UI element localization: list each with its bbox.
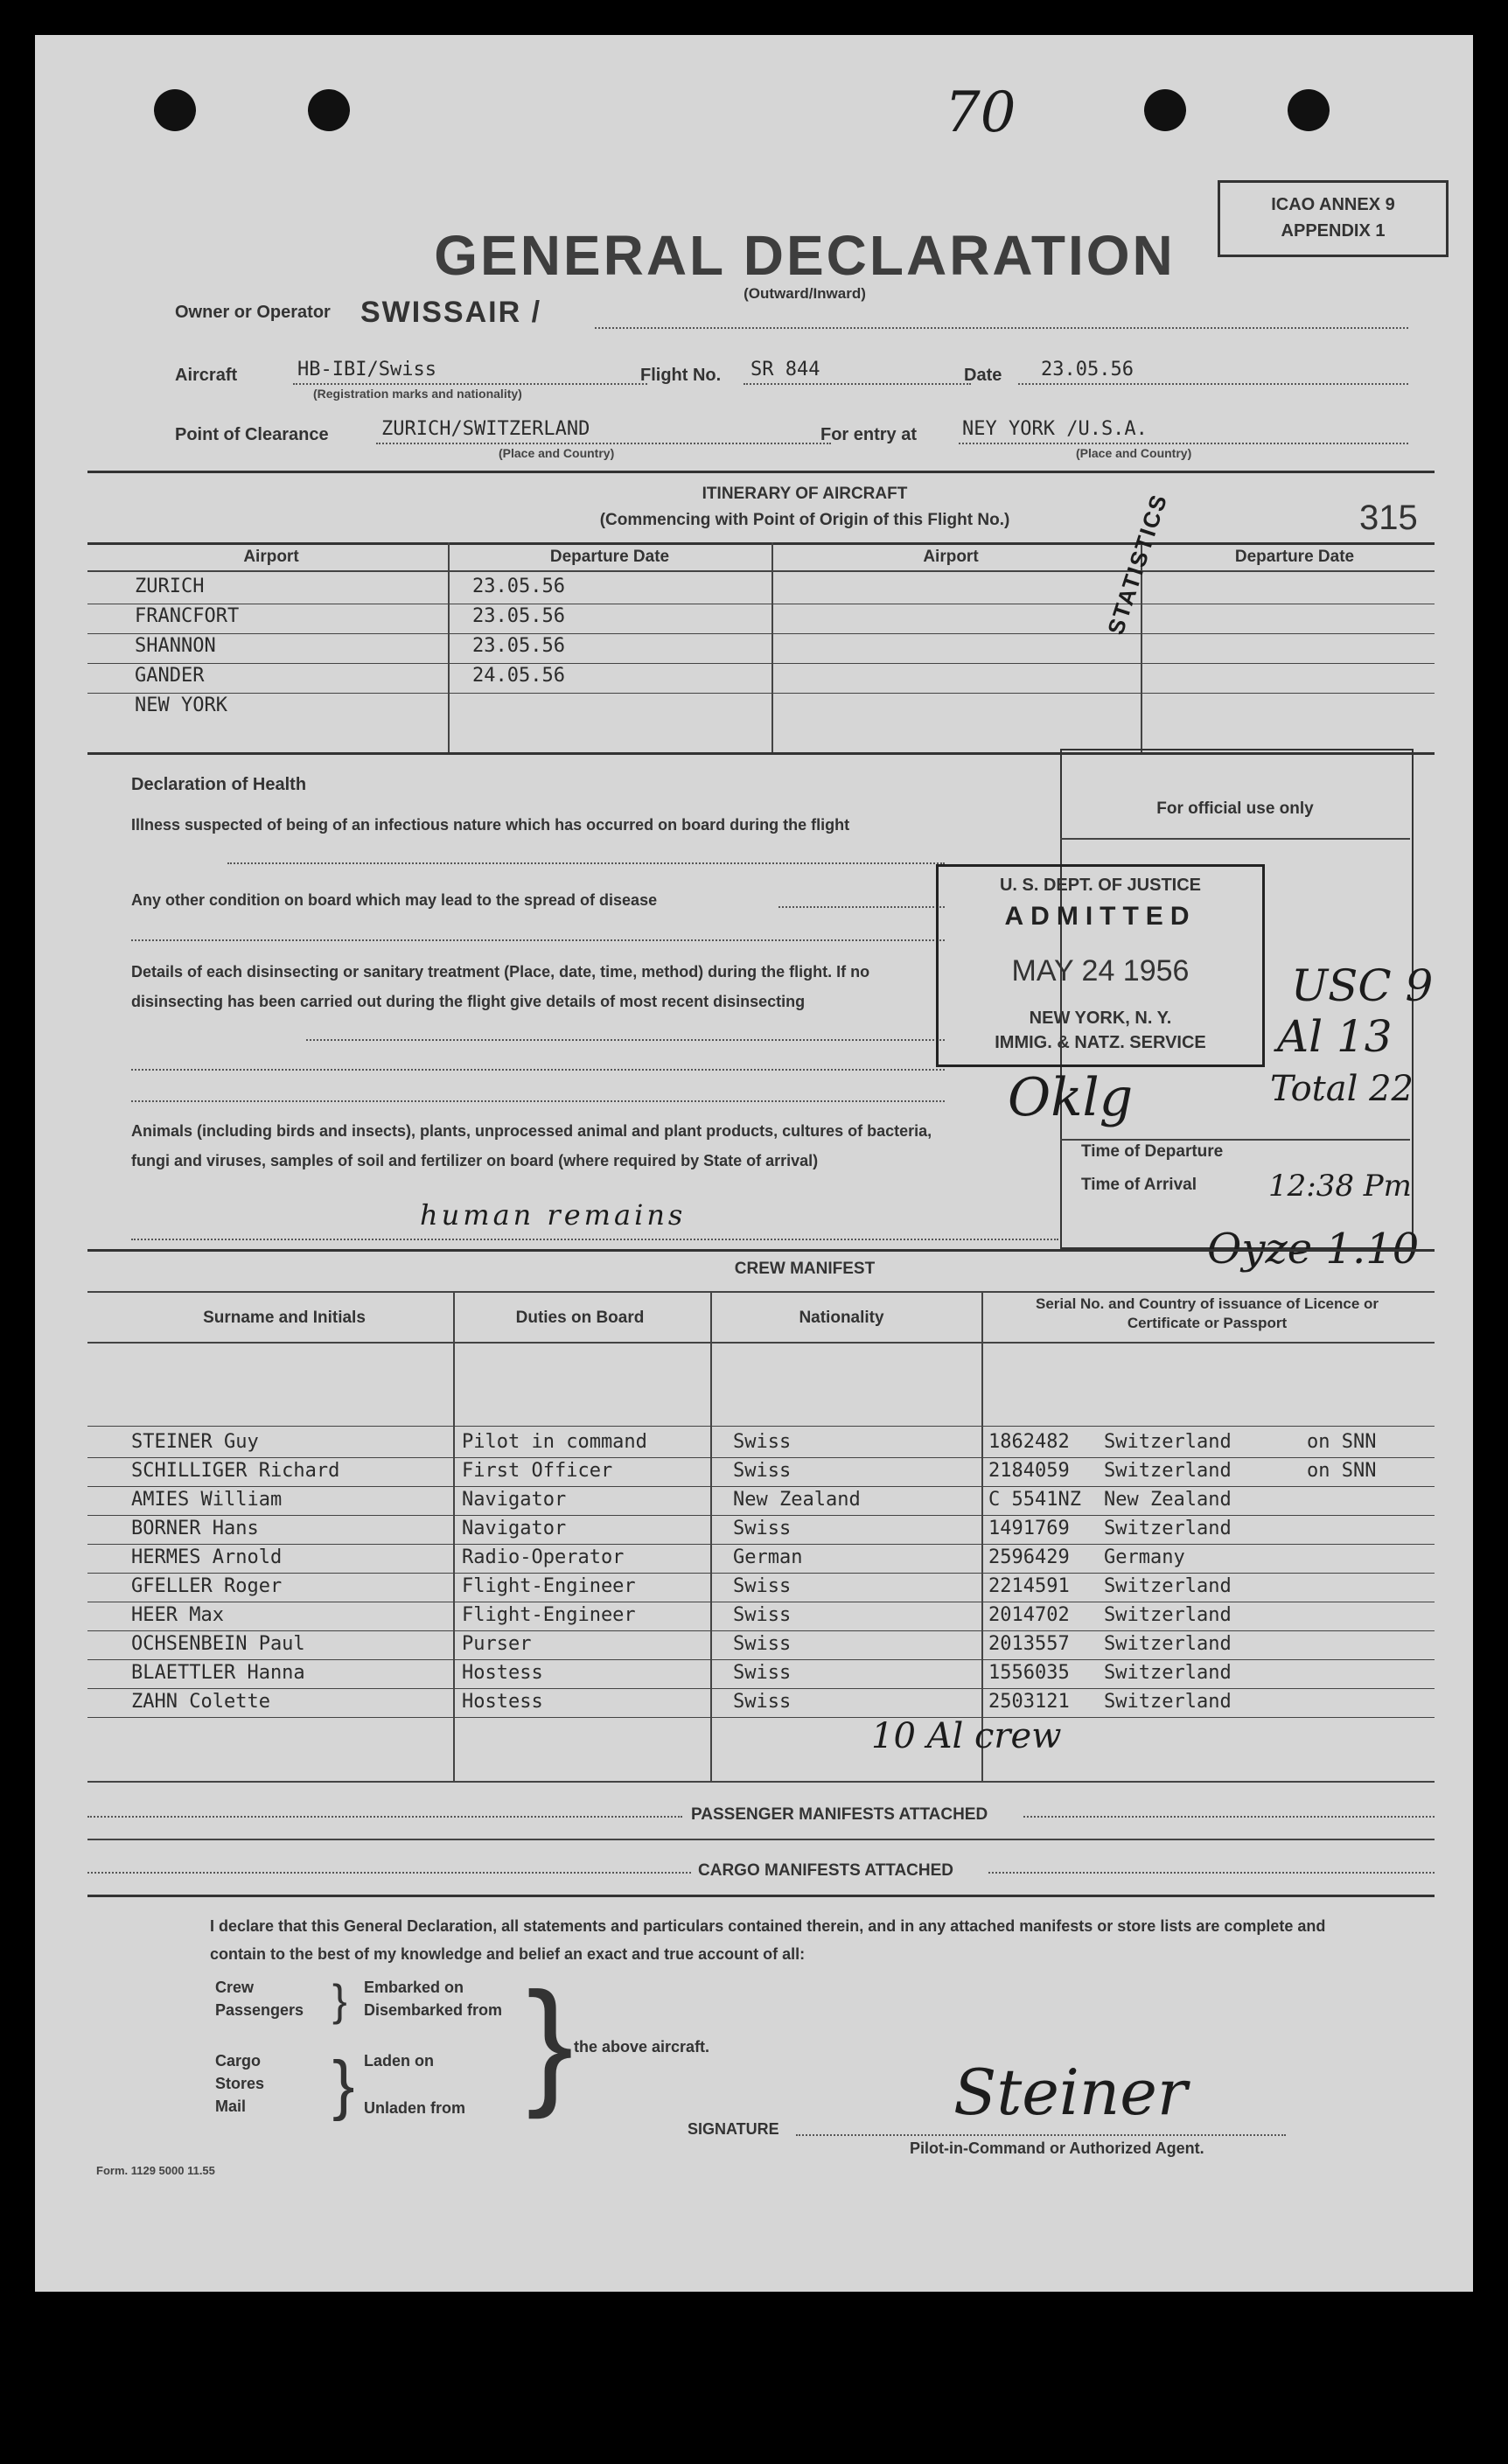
itinerary-top <box>87 542 1435 545</box>
stamp-line4: NEW YORK, N. Y. <box>1029 1009 1172 1028</box>
punch-hole <box>308 89 350 131</box>
document-title: GENERAL DECLARATION <box>434 224 1176 287</box>
cargo-line-left <box>87 1872 691 1874</box>
note-al: Al 13 <box>1277 1011 1393 1062</box>
signature-line <box>796 2134 1286 2136</box>
itinerary-row-line <box>87 693 1435 694</box>
stamp-line2: ADMITTED <box>1004 902 1197 931</box>
note-usc: USC 9 <box>1291 960 1434 1011</box>
decl-above: the above aircraft. <box>574 2038 710 2056</box>
crew-row <box>35 1633 1473 1661</box>
clearance-note: (Place and Country) <box>499 446 615 460</box>
crew-duty: Navigator <box>462 1489 567 1511</box>
crew-name: HERMES Arnold <box>131 1546 283 1568</box>
itinerary-airport: ZURICH <box>135 576 205 597</box>
crew-header-bottom <box>87 1342 1435 1344</box>
crew-nationality: Swiss <box>733 1575 792 1597</box>
crew-serial: 1862482 <box>988 1431 1070 1453</box>
entry-line <box>959 443 1408 444</box>
health-q4-answer: human remains <box>420 1198 687 1232</box>
crew-row-line <box>87 1688 1435 1689</box>
crew-duty: Purser <box>462 1633 532 1655</box>
annex-box <box>1218 180 1449 257</box>
itinerary-header-airport-2: Airport <box>923 548 979 566</box>
signature-label: SIGNATURE <box>688 2120 779 2138</box>
cargo-manifests: CARGO MANIFESTS ATTACHED <box>698 1861 954 1880</box>
date-value: 23.05.56 <box>1041 359 1134 380</box>
itinerary-date: 23.05.56 <box>472 605 565 627</box>
crew-serial: 2214591 <box>988 1575 1070 1597</box>
crew-row <box>35 1431 1473 1459</box>
itinerary-row <box>35 665 1473 693</box>
crew-serial: 1556035 <box>988 1662 1070 1684</box>
itinerary-date: 23.05.56 <box>472 576 565 597</box>
itinerary-airport: FRANCFORT <box>135 605 240 627</box>
crew-name: STEINER Guy <box>131 1431 259 1453</box>
crew-country: New Zealand <box>1104 1489 1232 1511</box>
crew-row-line <box>87 1659 1435 1660</box>
decl-crew: Crew <box>215 1979 255 1996</box>
health-q3-line <box>131 1069 945 1071</box>
crew-name: OCHSENBEIN Paul <box>131 1633 305 1655</box>
crew-country: Switzerland <box>1104 1662 1232 1684</box>
crew-country: Switzerland <box>1104 1431 1232 1453</box>
crew-nationality: Swiss <box>733 1662 792 1684</box>
brace-big: } <box>527 1963 574 2119</box>
passenger-line-left <box>87 1816 682 1818</box>
crew-duty: First Officer <box>462 1460 613 1482</box>
official-initials: Oklg <box>1008 1067 1134 1128</box>
entry-label: For entry at <box>820 425 918 444</box>
crew-nationality: Swiss <box>733 1604 792 1626</box>
crew-name: AMIES William <box>131 1489 283 1511</box>
health-q1: Illness suspected of being of an infectious nature which has occurred on board during the flight <box>131 816 850 834</box>
itinerary-airport: GANDER <box>135 665 205 687</box>
crew-duty: Pilot in command <box>462 1431 647 1453</box>
flight-label: Flight No. <box>640 366 722 385</box>
stamp-line3: MAY 24 1956 <box>1011 954 1190 988</box>
crew-duty: Radio-Operator <box>462 1546 625 1568</box>
decl-passengers: Passengers <box>215 2001 304 2019</box>
health-q3-line <box>131 1100 945 1102</box>
itinerary-row <box>35 576 1473 604</box>
crew-row-line <box>87 1573 1435 1574</box>
crew-serial: 1491769 <box>988 1518 1070 1539</box>
document-page <box>35 35 1473 2292</box>
itinerary-header-date-2: Departure Date <box>1234 548 1355 566</box>
crew-country: Switzerland <box>1104 1575 1232 1597</box>
official-use-title: For official use only <box>1156 799 1314 818</box>
crew-header-nationality: Nationality <box>799 1309 884 1327</box>
health-q2-line <box>778 906 945 908</box>
crew-row-line <box>87 1630 1435 1631</box>
owner-label: Owner or Operator <box>175 303 331 322</box>
page-number: 70 <box>945 80 1016 145</box>
stamp-line5: IMMIG. & NATZ. SERVICE <box>995 1033 1206 1052</box>
itinerary-subtitle: (Commencing with Point of Origin of this Flight No.) <box>599 511 1010 529</box>
crew-row <box>35 1546 1473 1574</box>
punch-hole <box>1144 89 1186 131</box>
aircraft-note: (Registration marks and nationality) <box>313 387 522 401</box>
annex-line1: ICAO ANNEX 9 <box>1271 195 1395 214</box>
aircraft-label: Aircraft <box>175 366 238 385</box>
note-total: Total 22 <box>1270 1069 1414 1109</box>
crew-nationality: Swiss <box>733 1633 792 1655</box>
stamp-line1: U. S. DEPT. OF JUSTICE <box>999 876 1202 895</box>
crew-country: Switzerland <box>1104 1691 1232 1713</box>
crew-row-line <box>87 1457 1435 1458</box>
crew-serial: 2013557 <box>988 1633 1070 1655</box>
decl-cargo: Cargo <box>215 2052 262 2070</box>
decl-mail: Mail <box>215 2098 247 2115</box>
health-heading: Declaration of Health <box>131 775 307 794</box>
form-number: Form. 1129 5000 11.55 <box>96 2164 215 2177</box>
crew-bottom <box>87 1781 1435 1783</box>
health-q2: Any other condition on board which may lead to the spread of disease <box>131 891 658 909</box>
crew-name: ZAHN Colette <box>131 1691 270 1713</box>
itinerary-header-date-1: Departure Date <box>549 548 670 566</box>
flight-line <box>744 383 971 385</box>
crew-row-line <box>87 1486 1435 1487</box>
aircraft-value: HB-IBI/Swiss <box>297 359 436 380</box>
crew-serial: 2184059 <box>988 1460 1070 1482</box>
itinerary-row-line <box>87 633 1435 634</box>
note-oyze: Oyze 1.10 <box>1207 1225 1420 1274</box>
crew-country: Switzerland <box>1104 1633 1232 1655</box>
decl-laden: Laden on <box>364 2052 434 2070</box>
crew-name: BORNER Hans <box>131 1518 259 1539</box>
crew-nationality: Swiss <box>733 1691 792 1713</box>
crew-row <box>35 1489 1473 1517</box>
declaration-text: I declare that this General Declaration, all statements and particulars contained therein, and in any attached manifests or store lists are complete and contain to the best of my knowledge and belief an exact and true account of all: <box>210 1917 1326 1963</box>
crew-country: Switzerland <box>1104 1460 1232 1482</box>
punch-hole <box>154 89 196 131</box>
manifest-bottom <box>87 1895 1435 1897</box>
entry-note: (Place and Country) <box>1076 446 1192 460</box>
itinerary-date: 24.05.56 <box>472 665 565 687</box>
crew-duty: Flight-Engineer <box>462 1604 636 1626</box>
crew-name: BLAETTLER Hanna <box>131 1662 305 1684</box>
decl-disembarked: Disembarked from <box>364 2001 503 2019</box>
health-q3-line <box>306 1039 945 1041</box>
itinerary-row <box>35 695 1473 722</box>
punch-hole <box>1288 89 1330 131</box>
decl-embarked: Embarked on <box>364 1979 464 1996</box>
crew-row <box>35 1662 1473 1690</box>
itinerary-date: 23.05.56 <box>472 635 565 657</box>
crew-nationality: Swiss <box>733 1518 792 1539</box>
crew-header-top <box>87 1291 1435 1293</box>
crew-row <box>35 1518 1473 1546</box>
crew-row-line <box>87 1515 1435 1516</box>
statistics-stamp: STATISTICS <box>1102 490 1173 639</box>
crew-serial: 2014702 <box>988 1604 1070 1626</box>
owner-line <box>595 327 1408 329</box>
arrival-value: 12:38 Pm <box>1268 1169 1412 1204</box>
crew-serial: C 5541NZ <box>988 1489 1081 1511</box>
crew-header-serial: Serial No. and Country of issuance of Licence or Certificate or Passport <box>1035 1295 1379 1331</box>
itinerary-airport: NEW YORK <box>135 695 227 716</box>
brace: } <box>332 2048 355 2122</box>
crew-duty: Flight-Engineer <box>462 1575 636 1597</box>
crew-country: Switzerland <box>1104 1518 1232 1539</box>
official-use-line <box>1060 838 1410 840</box>
itinerary-header-airport-1: Airport <box>243 548 299 566</box>
crew-serial: 2596429 <box>988 1546 1070 1568</box>
clearance-line <box>376 443 831 444</box>
decl-stores: Stores <box>215 2075 265 2092</box>
itinerary-row <box>35 635 1473 663</box>
itinerary-airport: SHANNON <box>135 635 216 657</box>
flight-value: SR 844 <box>751 359 820 380</box>
itinerary-row-line <box>87 663 1435 664</box>
entry-value: NEY YORK /U.S.A. <box>962 418 1148 440</box>
crew-top <box>87 1249 1435 1252</box>
health-q4: Animals (including birds and insects), plants, unprocessed animal and plant products, cultures of bacteria, fungi and viruses, samples of soil and fertilizer on board (where required by State of arrival) <box>131 1122 932 1169</box>
health-q3: Details of each disinsecting or sanitary treatment (Place, date, time, method) during the flight. If no disinsecting has been carried out during the flight give details of most recent disinsecting <box>131 963 870 1010</box>
brace: } <box>332 1976 347 2025</box>
document-subtitle: (Outward/Inward) <box>744 285 866 302</box>
crew-note: on SNN <box>1307 1460 1377 1482</box>
crew-nationality: New Zealand <box>733 1489 861 1511</box>
crew-duty: Navigator <box>462 1518 567 1539</box>
health-q1-line <box>227 862 945 864</box>
crew-serial: 2503121 <box>988 1691 1070 1713</box>
crew-nationality: German <box>733 1546 803 1568</box>
pilot-signature: Steiner <box>953 2056 1188 2129</box>
admitted-stamp <box>936 864 1265 1067</box>
date-label: Date <box>964 366 1002 385</box>
decl-unladen: Unladen from <box>364 2099 466 2117</box>
passenger-line-right <box>1023 1816 1435 1818</box>
clearance-value: ZURICH/SWITZERLAND <box>381 418 590 440</box>
crew-duty: Hostess <box>462 1662 543 1684</box>
crew-nationality: Swiss <box>733 1460 792 1482</box>
crew-header-duty: Duties on Board <box>515 1309 645 1327</box>
divider <box>87 471 1435 473</box>
crew-note: on SNN <box>1307 1431 1377 1453</box>
crew-name: GFELLER Roger <box>131 1575 283 1597</box>
itinerary-header-line <box>87 570 1435 572</box>
cargo-line-right <box>988 1872 1435 1874</box>
health-q2-line <box>131 939 945 941</box>
crew-name: HEER Max <box>131 1604 224 1626</box>
crew-row <box>35 1460 1473 1488</box>
health-q4-line <box>131 1239 1058 1240</box>
crew-row-line <box>87 1717 1435 1718</box>
crew-duty: Hostess <box>462 1691 543 1713</box>
crew-row-line <box>87 1544 1435 1545</box>
annex-line2: APPENDIX 1 <box>1281 221 1386 241</box>
departure-label: Time of Departure <box>1081 1142 1224 1161</box>
signer-label: Pilot-in-Command or Authorized Agent. <box>910 2139 1204 2157</box>
date-line <box>1018 383 1408 385</box>
crew-row <box>35 1575 1473 1603</box>
itinerary-number: 315 <box>1359 499 1418 537</box>
passenger-manifests: PASSENGER MANIFESTS ATTACHED <box>691 1805 988 1824</box>
crew-nationality: Swiss <box>733 1431 792 1453</box>
arrival-label: Time of Arrival <box>1081 1176 1197 1194</box>
crew-row <box>35 1691 1473 1719</box>
crew-country: Germany <box>1104 1546 1185 1568</box>
crew-title: CREW MANIFEST <box>734 1260 876 1278</box>
crew-name: SCHILLIGER Richard <box>131 1460 340 1482</box>
crew-grid-line <box>87 1426 1435 1427</box>
official-use-line <box>1060 1139 1410 1141</box>
itinerary-row <box>35 605 1473 633</box>
aircraft-line <box>293 383 647 385</box>
crew-total: 10 Al crew <box>871 1716 1062 1756</box>
crew-row <box>35 1604 1473 1632</box>
owner-value: SWISSAIR / <box>360 296 542 329</box>
crew-country: Switzerland <box>1104 1604 1232 1626</box>
crew-header-name: Surname and Initials <box>203 1309 366 1327</box>
itinerary-title: ITINERARY OF AIRCRAFT <box>702 485 908 503</box>
clearance-label: Point of Clearance <box>175 425 329 444</box>
manifest-divider <box>87 1839 1435 1840</box>
